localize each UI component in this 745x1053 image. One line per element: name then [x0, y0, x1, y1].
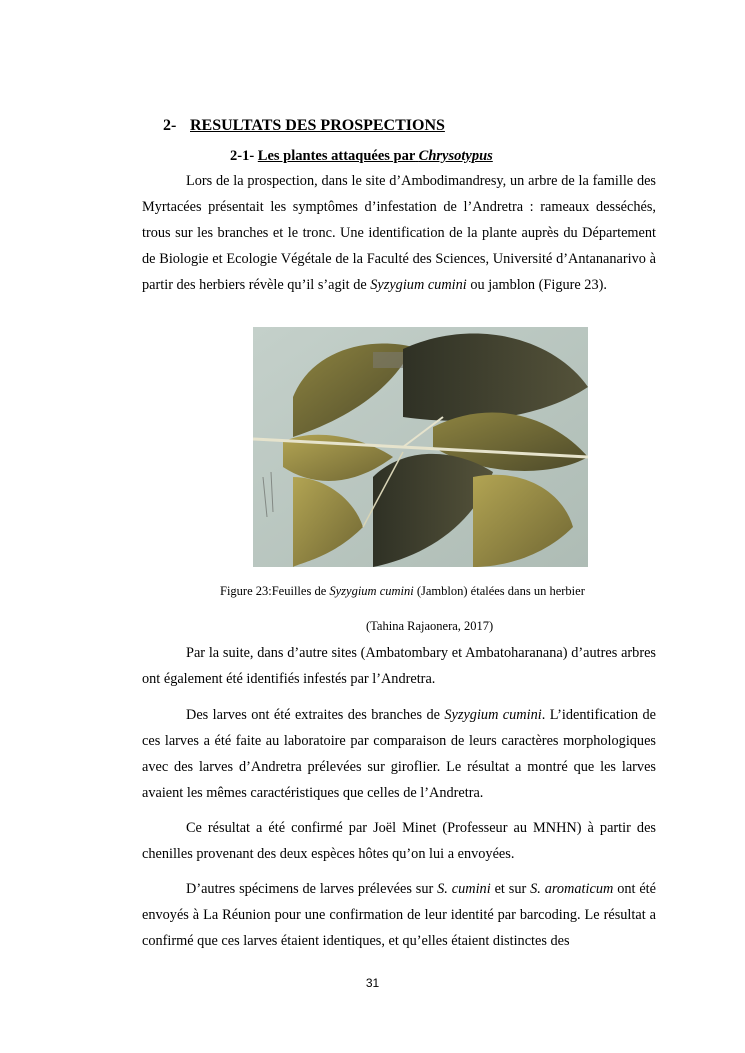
paragraph-4 [142, 815, 656, 867]
subsection-number: 2-1- [230, 148, 255, 164]
paragraph-3-taxon: Syzygium cumini [444, 707, 542, 723]
paragraph-5-text-c: ont été envoyés à La Réunion pour une confirmation de leur identité par barcoding. Le résultat a confirmé que ces larves étaient identiques, et qu’elles étaient distinctes des [142, 881, 656, 949]
section-number: 2- [163, 117, 177, 134]
figure-caption [220, 584, 585, 599]
subsection-title [258, 148, 493, 164]
paragraph-1-text-b: ou jamblon (Figure 23). [470, 277, 607, 293]
page-number: 31 [365, 976, 380, 990]
paragraph-5-taxon-1: S. cumini [437, 881, 491, 897]
subsection-heading [230, 148, 493, 165]
paragraph-5-taxon-2: S. aromaticum [530, 881, 614, 897]
section-heading [163, 117, 445, 135]
specimen-label [373, 352, 403, 368]
figure-caption-taxon: Syzygium cumini [329, 584, 414, 598]
paragraph-1-taxon: Syzygium cumini [370, 277, 467, 293]
paragraph-3 [142, 702, 656, 806]
paragraph-5 [142, 876, 656, 956]
paragraph-2-text: Par la suite, dans d’autre sites (Ambatombary et Ambatoharanana) d’autres arbres ont également été identifiés infestés par l’Andretra. [142, 645, 656, 687]
leaf-specimen-illustration [253, 327, 588, 567]
subsection-title-taxon: Chrysotypus [418, 148, 493, 164]
figure-caption-suffix: (Jamblon) étalées dans un herbier [416, 584, 585, 598]
paragraph-5-text-b: et sur [494, 881, 527, 897]
paragraph-4-text: Ce résultat a été confirmé par Joël Minet (Professeur au MNHN) à partir des chenilles provenant des deux espèces hôtes qu’on lui a envoyées. [142, 820, 656, 862]
paragraph-5-text-a: D’autres spécimens de larves prélevées sur [186, 881, 434, 897]
paragraph-3-text-a: Des larves ont été extraites des branches de [186, 707, 440, 723]
figure-credit: (Tahina Rajaonera, 2017) [366, 619, 494, 633]
subsection-title-text: Les plantes attaquées par [257, 148, 416, 164]
paragraph-1 [142, 168, 656, 298]
section-title: RESULTATS DES PROSPECTIONS [190, 117, 445, 134]
herbarium-photo [253, 327, 588, 567]
paragraph-1-text-a: Lors de la prospection, dans le site d’Ambodimandresy, un arbre de la famille des Myrtacées présentait les symptômes d’infestation de l’Andretra : rameaux desséchés, trous sur les branches et le tronc. Une identification de la plante auprès du Département de Biologie et Ecologie Végétale de la Faculté des Sciences, Université d’Antananarivo à partir des herbiers révèle qu’il s’agit de [142, 173, 656, 293]
figure-caption-prefix: Figure 23:Feuilles de [220, 584, 327, 598]
paragraph-3-text-b: . L’identification de ces larves a été faite au laboratoire par comparaison de leurs caractères morphologiques avec des larves d’Andretra prélevées sur giroflier. Le résultat a montré que les larves avaient les mêmes caractéristiques que celles de l’Andretra. [142, 707, 657, 801]
paragraph-2 [142, 640, 656, 692]
